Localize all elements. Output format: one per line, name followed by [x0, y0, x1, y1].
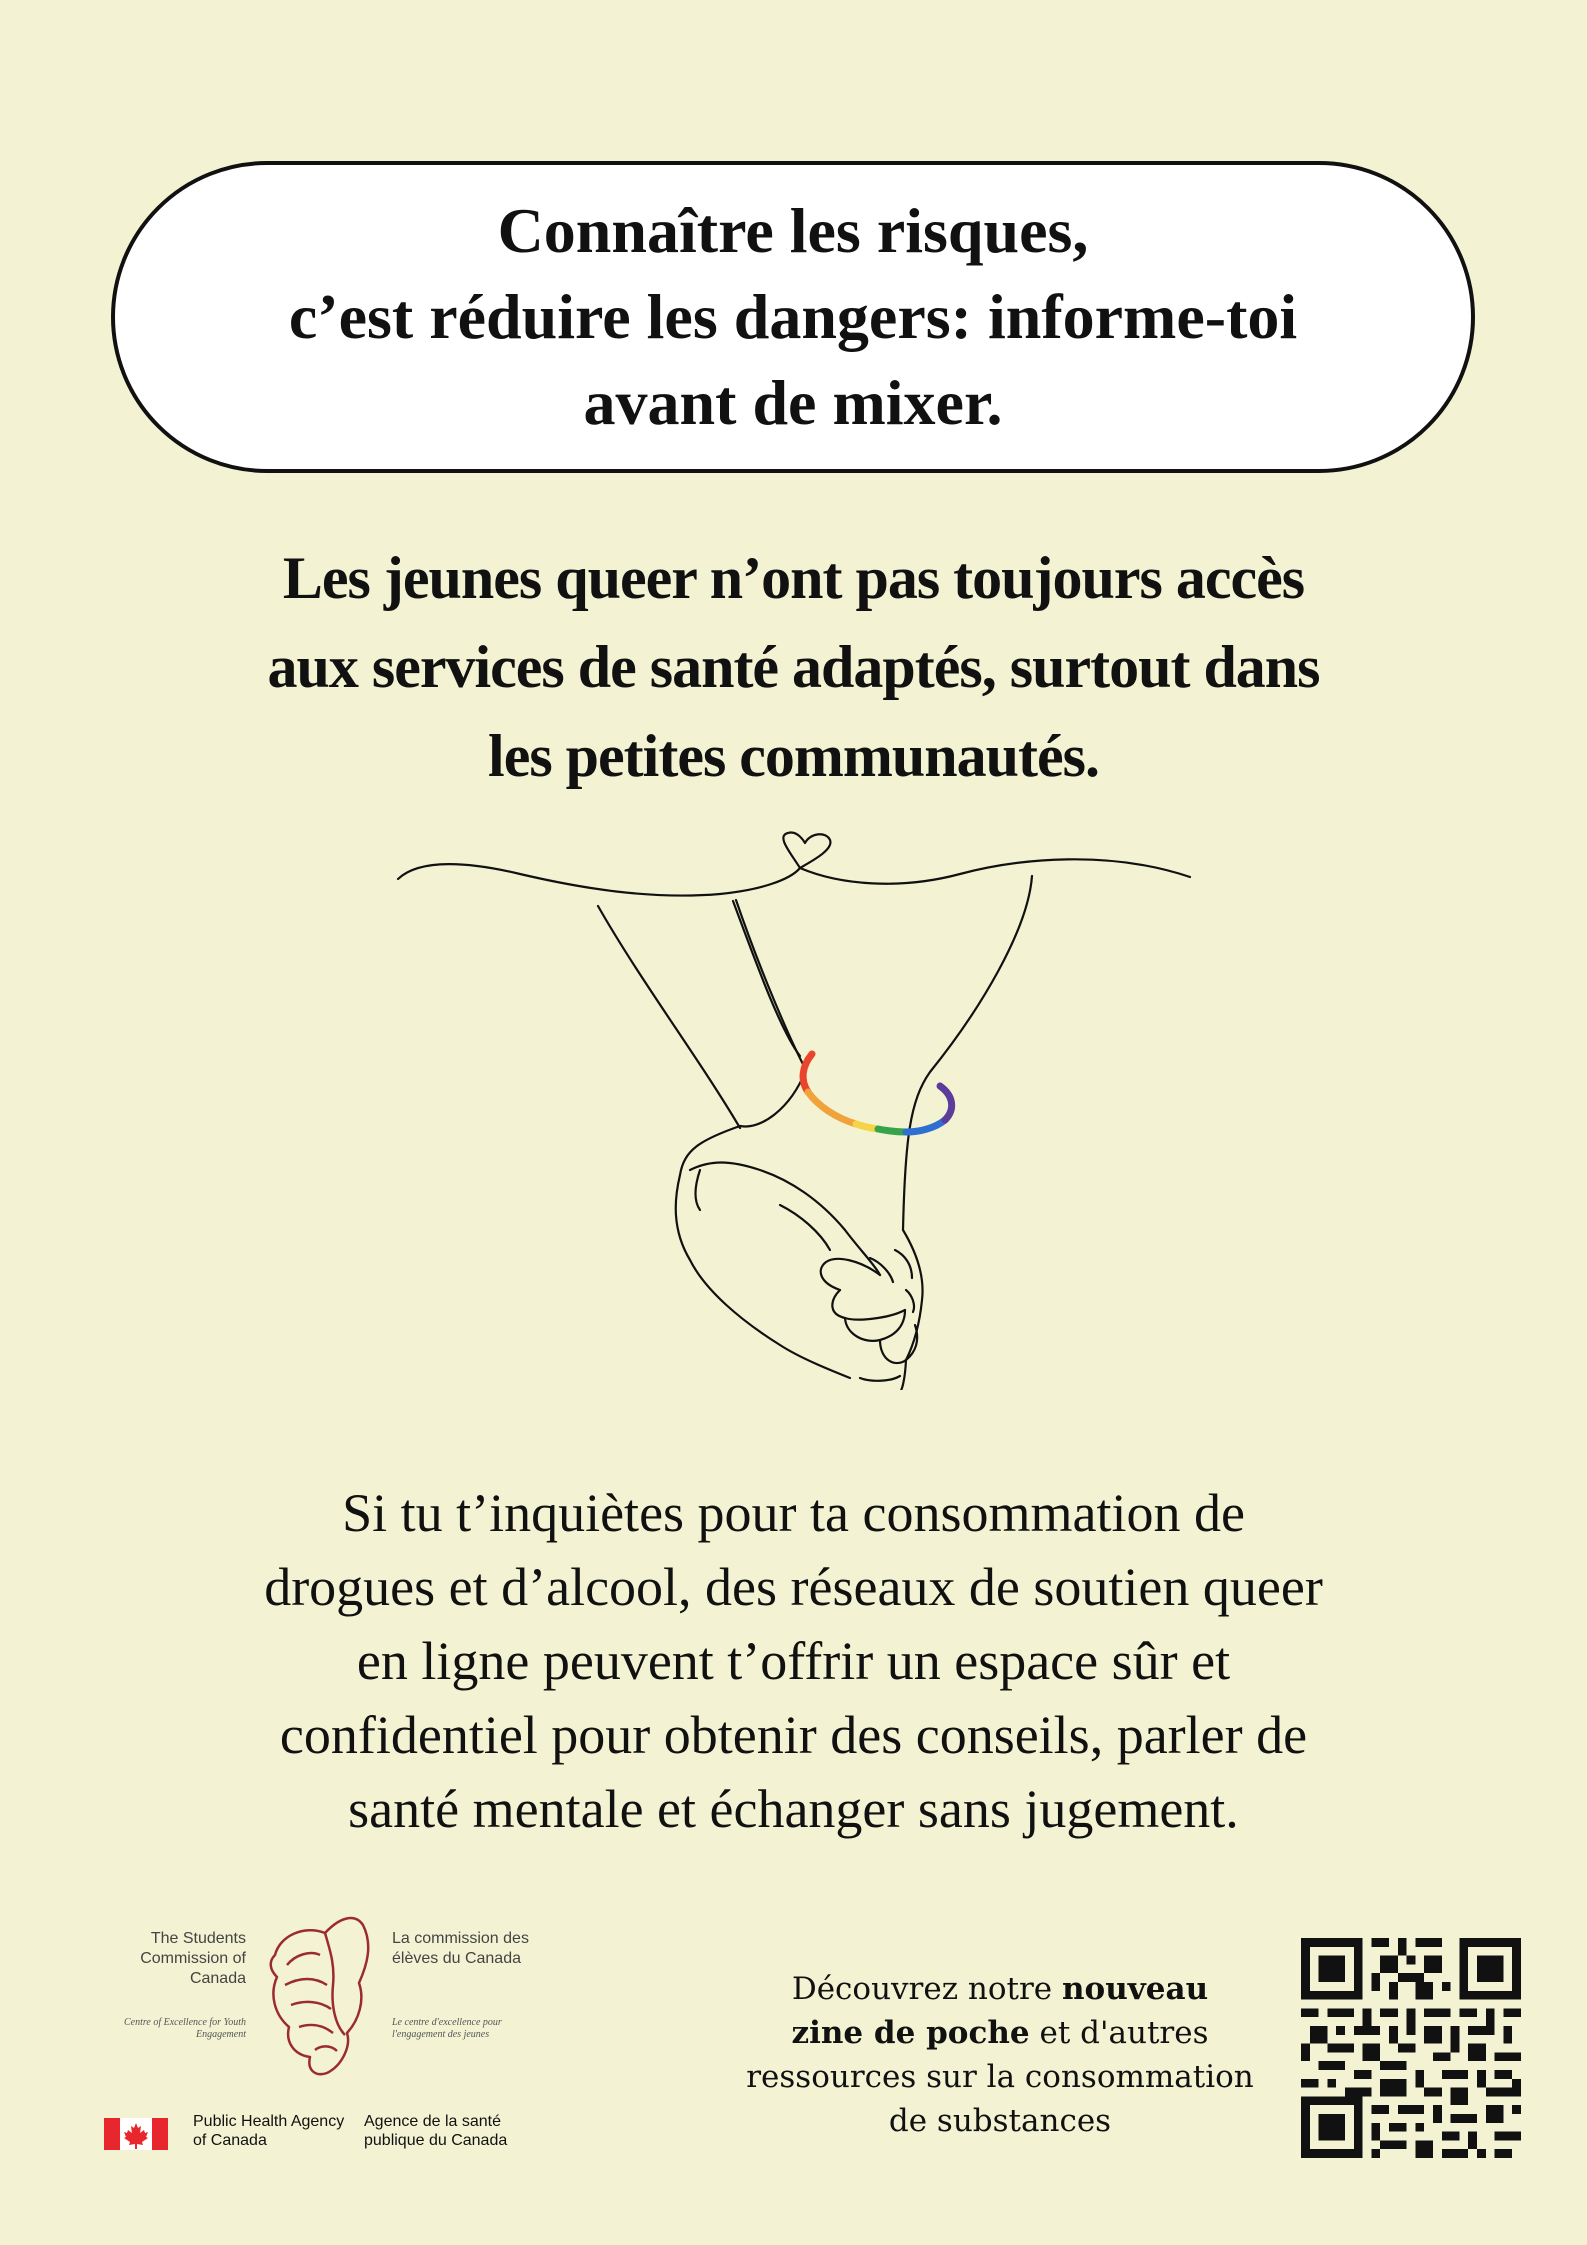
headline-line-2: c’est réduire les dangers: informe-toi	[288, 281, 1298, 352]
body-line-1: Si tu t’inquiètes pour ta consommation de	[342, 1483, 1245, 1543]
students-commission-english-tagline: Centre of Excellence for Youth Engagement	[123, 2017, 246, 2040]
body-text	[100, 1476, 1487, 1846]
body-line-5: santé mentale et échanger sans jugement.	[348, 1779, 1239, 1839]
students-commission-french-tagline: Le centre d'excellence pour l'engagement des jeunes	[392, 2017, 502, 2040]
cta-line-4: de substances	[888, 2103, 1112, 2139]
body-line-2: drogues et d’alcool, des réseaux de soutien queer	[264, 1557, 1323, 1617]
rainbow-bracelet	[803, 1054, 952, 1132]
students-commission-block	[120, 1905, 540, 2085]
canada-flag-icon	[104, 2118, 168, 2150]
cta-text: Découvrez notre	[791, 1971, 1063, 2007]
public-health-english-name: Public Health Agency of Canada	[193, 2113, 345, 2149]
cta-emphasis: nouveau	[1062, 1971, 1209, 2007]
cta-text: et d'autres	[1029, 2015, 1209, 2051]
heart-thread-icon	[398, 833, 1190, 896]
headline-line-1: Connaître les risques,	[497, 195, 1089, 266]
headline-line-3: avant de mixer.	[583, 367, 1003, 438]
cta-line-3: ressources sur la consommation	[746, 2059, 1254, 2095]
call-to-action	[690, 1967, 1310, 2143]
students-commission-logo	[255, 1905, 385, 2085]
public-health-agency-block	[104, 2112, 564, 2162]
qr-code[interactable]	[1301, 1938, 1521, 2158]
subheading	[100, 534, 1487, 801]
students-commission-english-name: The Students Commission of Canada	[140, 1930, 246, 1987]
cta-line-1	[690, 1967, 1310, 2011]
subheading-line-1: Les jeunes queer n’ont pas toujours accès	[282, 545, 1305, 611]
cta-emphasis-zine: zine de poche	[791, 2015, 1030, 2051]
students-commission-french-name: La commission des élèves du Canada	[392, 1930, 529, 1967]
body-line-3: en ligne peuvent t’offrir un espace sûr et	[356, 1631, 1231, 1691]
subheading-line-2: aux services de santé adaptés, surtout dans	[267, 634, 1320, 700]
cta-line-2	[690, 2011, 1310, 2055]
headline-box	[111, 161, 1475, 473]
subheading-line-3: les petites communautés.	[488, 723, 1099, 789]
holding-hands-illustration	[380, 820, 1200, 1390]
public-health-french-name: Agence de la santé publique du Canada	[364, 2113, 508, 2149]
body-line-4: confidentiel pour obtenir des conseils, parler de	[279, 1705, 1308, 1765]
